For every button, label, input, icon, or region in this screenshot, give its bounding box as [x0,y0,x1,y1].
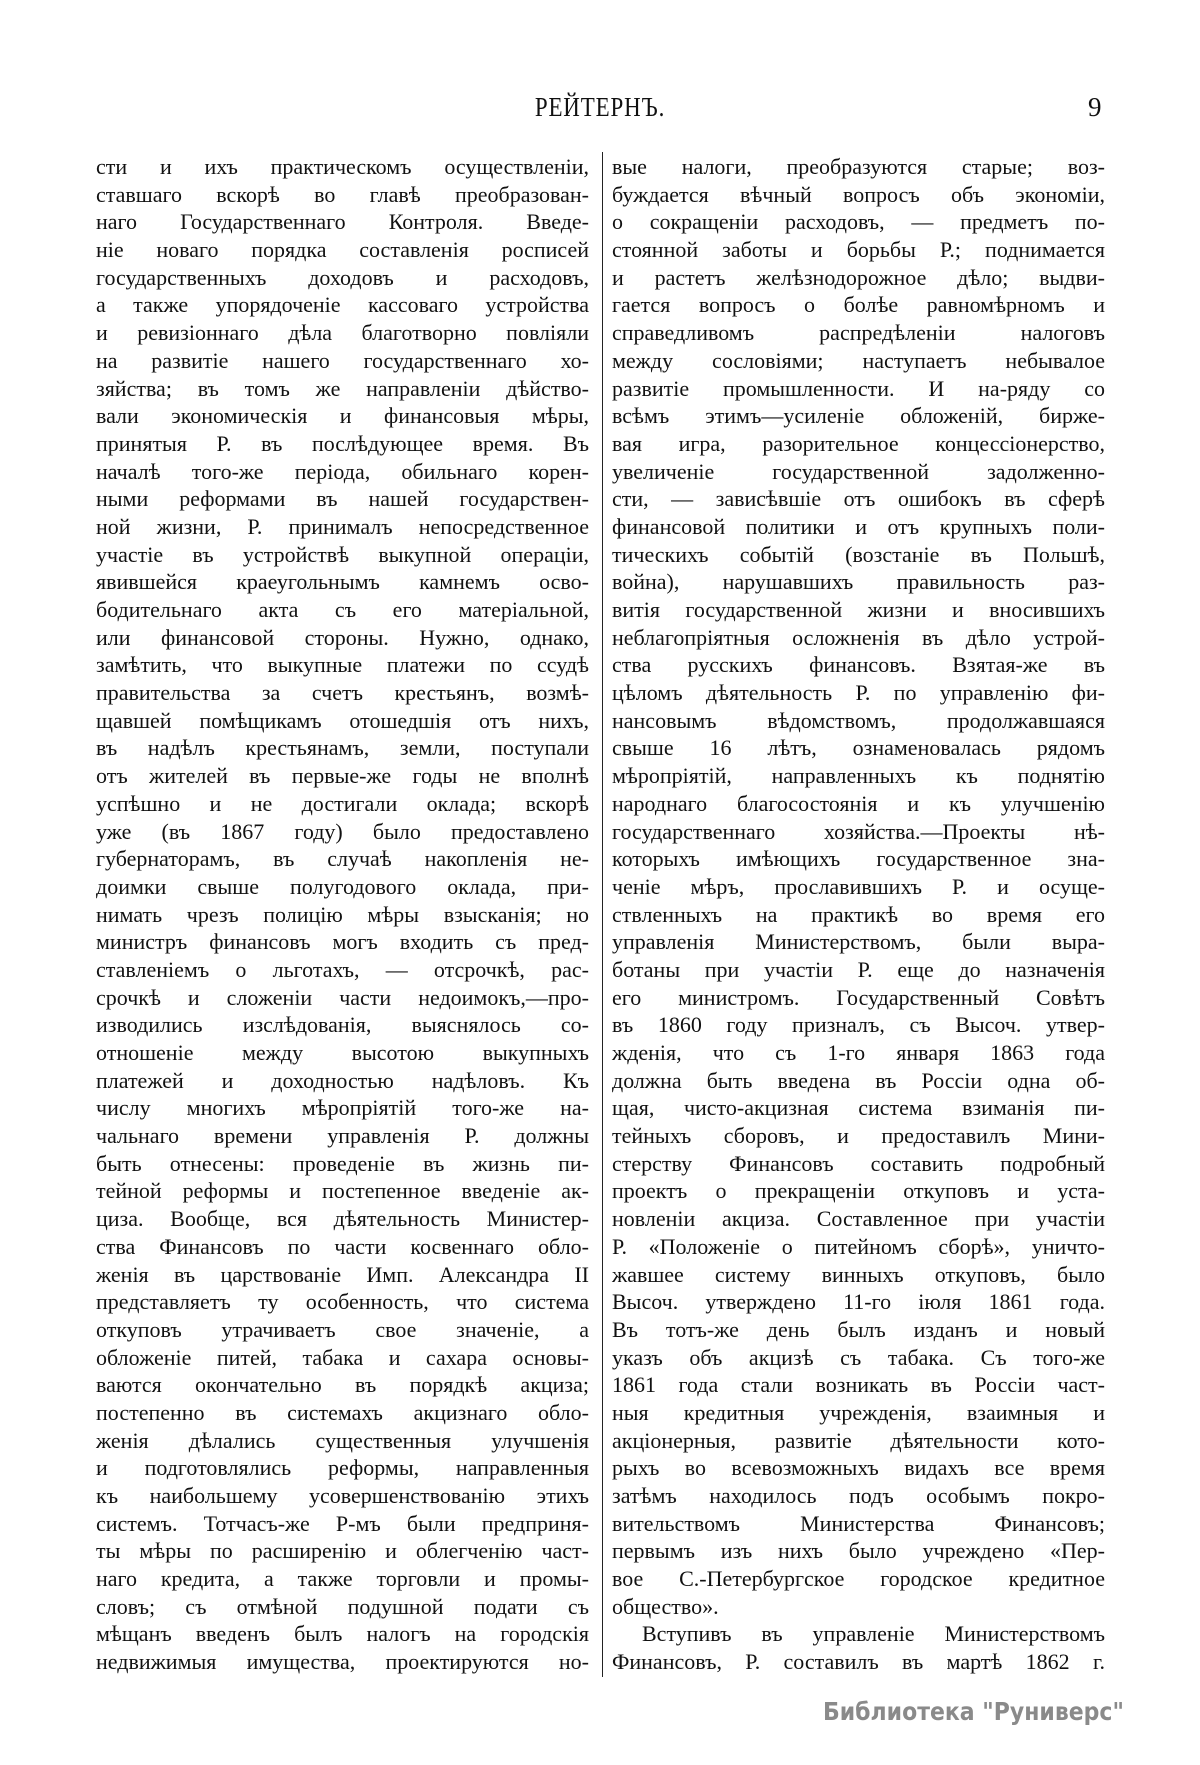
text-line-content: ты мѣры по расширенію и облегченію част- [96,1538,589,1564]
text-line-content: между сословіями; наступаетъ небывалое [612,347,1105,373]
text-line-content: неблагопріятныя осложненія въ дѣло устрой- [612,624,1105,650]
text-line-content: управленія Министерствомъ, были выра- [612,929,1105,955]
text-line-content: указъ объ акцизѣ съ табака. Съ того-же [612,1344,1105,1370]
text-line [96,1482,589,1510]
text-line-content: ваются окончательно въ порядкѣ акциза; [96,1372,589,1398]
text-line [96,236,589,264]
text-line-content: которыхъ имѣющихъ государственное зна- [612,846,1105,872]
text-line-content: тическихъ событій (возстаніе въ Польшѣ, [612,541,1105,567]
text-line-content: вые налоги, преобразуются старые; воз- [612,154,1105,179]
text-line-content: постепенно въ системахъ акцизнаго обло- [96,1399,589,1425]
text-line [612,1177,1105,1205]
right-column [612,153,1105,1676]
text-line-content: бодительнаго акта съ его матеріальной, [96,597,589,622]
text-line-content: женія въ царствованіе Имп. Александра II [96,1261,589,1287]
text-line-content: циза. Вообще, вся дѣятельность Министер- [96,1206,589,1232]
text-line-content: правительства за счетъ крестьянъ, возмѣ- [96,680,589,706]
text-line [96,1067,589,1095]
text-line-content: свыше 16 лѣтъ, ознаменовалась рядомъ [612,735,1105,761]
text-line-content: увеличеніе государственной задолженно- [612,458,1105,484]
text-line [96,347,589,375]
text-line-content: а также упорядоченіе кассоваго устройства [96,292,589,318]
text-line [612,1565,1105,1593]
text-line [96,430,589,458]
text-line [96,319,589,347]
text-line-content: его министромъ. Государственный Совѣтъ [612,984,1105,1010]
text-line-content: изводились изслѣдованія, выяснялось со- [96,1012,589,1038]
text-line [612,901,1105,929]
text-line [96,264,589,292]
text-line [96,1094,589,1122]
text-line-content: стерству Финансовъ составить подробный [612,1150,1105,1176]
text-line-content: государственныхъ доходовъ и расходовъ, [96,264,589,290]
text-line [612,928,1105,956]
text-line-content: мѣропріятій, направленныхъ къ поднятію [612,763,1105,789]
text-line-content: ства русскихъ финансовъ. Взятая-же въ [612,652,1105,678]
text-line [96,873,589,901]
text-line-content: уже (въ 1867 году) было предоставлено [96,818,589,844]
text-line [96,624,589,652]
text-line-content: или финансовой стороны. Нужно, однако, [96,624,589,650]
text-line-content: новленіи акциза. Составленное при участіи [612,1206,1105,1232]
text-line-content: ставшаго вскорѣ во главѣ преобразован- [96,181,589,207]
text-line [612,1122,1105,1150]
text-line [96,1510,589,1538]
text-line-content: системъ. Тотчасъ-же Р-мъ были предприня- [96,1510,589,1536]
text-line-content: справедливомъ распредѣленіи налоговъ [612,320,1105,346]
text-line [612,1150,1105,1178]
text-line [612,208,1105,236]
text-line-content: ботаны при участіи Р. еще до назначенія [612,956,1105,982]
text-line-content: обложеніе питей, табака и сахара основы- [96,1344,589,1370]
text-line-content: вали экономическія и финансовыя мѣры, [96,403,589,429]
text-line [612,624,1105,652]
text-line [96,1316,589,1344]
text-line [96,1648,589,1676]
text-line-content: представляетъ ту особенность, что система [96,1289,589,1315]
text-line [612,790,1105,818]
text-line-content: на развитіе нашего государственнаго хо- [96,347,589,373]
text-line [96,1371,589,1399]
text-line-content: чальнаго времени управленія Р. должны [96,1123,589,1149]
text-line [612,1288,1105,1316]
text-line-content: министръ финансовъ могъ входить съ пред- [96,929,589,955]
text-line-content: цѣломъ дѣятельность Р. по управленію фи- [612,680,1105,706]
text-line-content: отношеніе между высотою выкупныхъ [96,1040,589,1065]
text-line-content: Р. «Положеніе о питейномъ сборѣ», уничто- [612,1233,1105,1259]
text-line [96,845,589,873]
text-line [612,1537,1105,1565]
text-line [96,1537,589,1565]
text-line-content: щая, чисто-акцизная система взиманія пи- [612,1095,1105,1121]
text-line [96,1150,589,1178]
text-line-content: въ надѣлъ крестьянамъ, земли, поступали [96,735,589,761]
text-line [612,596,1105,624]
text-line [96,1593,589,1621]
text-line [612,873,1105,901]
text-line-content: ствленныхъ на практикѣ во время его [612,901,1105,927]
text-line-content: государственнаго хозяйства.—Проекты нѣ- [612,818,1105,844]
text-line-content: затѣмъ находилось подъ особымъ покро- [612,1483,1105,1508]
text-line [96,1205,589,1233]
text-line [96,1620,589,1648]
text-line-content: первымъ изъ нихъ было учреждено «Пер- [612,1538,1105,1564]
text-line [96,208,589,236]
text-line [612,319,1105,347]
text-line-content: недвижимыя имущества, проектируются но- [96,1649,589,1675]
text-line-content: ставленіемъ о льготахъ, — отсрочкѣ, рас- [96,956,589,982]
text-line [612,762,1105,790]
text-line [612,1205,1105,1233]
text-line [96,181,589,209]
text-line-content: Вступивъ въ управленіе Министерствомъ [642,1621,1105,1647]
text-line [96,1427,589,1455]
text-line [612,236,1105,264]
text-line-content: отъ жителей въ первые-же годы не вполнѣ [96,763,589,789]
text-line [612,1427,1105,1455]
text-line [96,568,589,596]
text-line-content: нансовымъ вѣдомствомъ, продолжавшаяся [612,707,1105,733]
text-line-content: принятыя Р. въ послѣдующее время. Въ [96,430,589,456]
text-line-content: ченіе мѣръ, прославившихъ Р. и осуще- [612,873,1105,899]
text-line [612,818,1105,846]
text-line-content: женія дѣлались существенныя улучшенія [96,1427,589,1453]
text-line [612,153,1105,181]
text-line [612,181,1105,209]
text-line [612,1454,1105,1482]
text-line [612,291,1105,319]
text-line [96,1233,589,1261]
text-line [612,707,1105,735]
text-line [96,1454,589,1482]
text-line [612,458,1105,486]
text-line [96,1565,589,1593]
text-line [96,1177,589,1205]
text-line [96,707,589,735]
text-line-content: и растетъ желѣзнодорожное дѣло; выдви- [612,264,1105,290]
text-line-content: наго кредита, а также торговли и промы- [96,1566,589,1592]
text-line [96,1039,589,1067]
text-line [612,568,1105,596]
text-line-content: началѣ того-же періода, обильнаго корен- [96,458,589,484]
text-line-content: всѣмъ этимъ—усиленіе обложеній, бирже- [612,403,1105,429]
text-line [96,651,589,679]
column-divider [602,152,603,1677]
text-line-content: мѣщанъ введенъ былъ налогъ на городскія [96,1621,589,1647]
text-line [96,1399,589,1427]
text-line [612,1094,1105,1122]
text-line [612,1648,1105,1676]
text-line-content: вое С.-Петербургское городское кредитное [612,1566,1105,1592]
text-line [612,1371,1105,1399]
text-line [612,1620,1105,1648]
text-line [612,1261,1105,1289]
running-title: РЕЙТЕРНЪ. [534,92,666,122]
text-line-content: тейныхъ сборовъ, и предоставилъ Мини- [612,1123,1105,1149]
text-line [96,1261,589,1289]
text-line-content: откуповъ утрачиваетъ свое значеніе, а [96,1316,589,1342]
text-line [96,1122,589,1150]
text-line [96,541,589,569]
text-line-content: тейной реформы и постепенное введеніе ак- [96,1178,589,1204]
text-line [96,762,589,790]
text-line [612,264,1105,292]
text-line [612,1039,1105,1067]
text-line-content: зяйства; въ томъ же направленіи дѣйство- [96,375,589,401]
text-line [612,375,1105,403]
text-line-content: акціонерныя, развитіе дѣятельности кото- [612,1427,1105,1453]
text-line-content: нимать чрезъ полицію мѣры взысканія; но [96,901,589,927]
text-line-content: Въ тотъ-же день былъ изданъ и новый [612,1316,1105,1342]
text-line-content: рыхъ во всевозможныхъ видахъ все время [612,1455,1105,1481]
text-line [612,513,1105,541]
text-line [612,1067,1105,1095]
text-line [612,1482,1105,1510]
text-line-content: витія государственной жизни и вносившихъ [612,597,1105,622]
text-line [96,790,589,818]
text-line [612,1510,1105,1538]
text-line-content: буждается вѣчный вопросъ объ экономіи, [612,181,1105,207]
text-line-content: платежей и доходностью надѣловъ. Къ [96,1067,589,1093]
text-line-content: ныя кредитныя учрежденія, взаимныя и [612,1399,1105,1425]
text-line-content: и подготовлялись реформы, направленныя [96,1455,589,1481]
text-line-content: замѣтить, что выкупные платежи по ссудѣ [96,652,589,678]
text-line [96,402,589,430]
text-line-content: и ревизіоннаго дѣла благотворно повліяли [96,320,589,346]
text-line-content: вительствомъ Министерства Финансовъ; [612,1510,1105,1536]
text-line [612,1399,1105,1427]
library-watermark: Библиотека "Руниверс" [823,1697,1124,1726]
text-line [612,1593,1105,1621]
text-line [612,845,1105,873]
text-line-content: сти и ихъ практическомъ осуществленіи, [96,154,589,179]
text-line [96,153,589,181]
text-line [612,485,1105,513]
text-line [96,679,589,707]
text-line [612,679,1105,707]
text-line-content: жавшее систему винныхъ откуповъ, было [612,1261,1105,1287]
text-line [96,375,589,403]
text-line [96,485,589,513]
text-line-content: щавшей помѣщикамъ отошедшія отъ нихъ, [96,707,589,733]
text-line [96,1344,589,1372]
text-line-content: война), нарушавшихъ правильность раз- [612,569,1105,595]
text-line-content: доимки свыше полугодового оклада, при- [96,873,589,899]
text-line [612,347,1105,375]
text-line [96,928,589,956]
text-line-content: къ наибольшему усовершенствованію этихъ [96,1483,589,1508]
text-line [612,734,1105,762]
text-line [612,651,1105,679]
text-line-content: губернаторамъ, въ случаѣ накопленія не- [96,846,589,872]
text-line-content: явившейся краеугольнымъ камнемъ осво- [96,569,589,595]
text-line [612,1316,1105,1344]
text-line-content: Высоч. утверждено 11-го іюля 1861 года. [612,1289,1105,1315]
text-line [612,541,1105,569]
text-line-content: 1861 года стали возникать въ Россіи част- [612,1372,1105,1398]
text-line [96,596,589,624]
text-line [612,984,1105,1012]
text-line [96,818,589,846]
text-line-content: въ 1860 году призналъ, съ Высоч. утвер- [612,1012,1105,1038]
text-line-content: сти, — зависѣвшіе отъ ошибокъ въ сферѣ [612,486,1105,512]
left-column [96,153,589,1676]
text-line-content: Финансовъ, Р. составилъ въ мартѣ 1862 г. [612,1649,1105,1675]
text-line-content: о сокращеніи расходовъ, — предметъ по- [612,209,1105,235]
text-line-content: проектъ о прекращеніи откуповъ и уста- [612,1178,1105,1204]
text-line-content: гается вопросъ о болѣе равномѣрномъ и [612,292,1105,318]
text-line-content: должна быть введена въ Россіи одна об- [612,1067,1105,1093]
text-line-content: народнаго благосостоянія и къ улучшенію [612,790,1105,816]
text-line-content: ной жизни, Р. принималъ непосредственное [96,513,589,539]
text-line-content: жденія, что съ 1-го января 1863 года [612,1040,1105,1065]
text-line [612,956,1105,984]
text-line [612,1233,1105,1261]
text-line-content: числу многихъ мѣропріятій того-же на- [96,1095,589,1121]
text-line [96,984,589,1012]
text-line [96,956,589,984]
text-line-content: наго Государственнаго Контроля. Введе- [96,209,589,235]
text-line [96,1288,589,1316]
text-line [612,430,1105,458]
text-line-content: участіе въ устройствѣ выкупной операціи, [96,541,589,567]
text-line [96,291,589,319]
text-line-content: развитіе промышленности. И на-ряду со [612,375,1105,401]
text-line [612,1344,1105,1372]
text-line-content: ніе новаго порядка составленія росписей [96,237,589,263]
text-line-content: ства Финансовъ по части косвеннаго обло- [96,1233,589,1259]
text-line-content: стоянной заботы и борьбы Р.; поднимается [612,237,1105,263]
text-line [612,402,1105,430]
text-line [96,734,589,762]
text-line-content: финансовой политики и отъ крупныхъ поли- [612,513,1105,539]
text-line-content: успѣшно и не достигали оклада; вскорѣ [96,790,589,816]
text-line-content: общество». [612,1593,719,1619]
text-line-content: вая игра, разорительное концессіонерство, [612,430,1105,456]
text-line-content: быть отнесены: проведеніе въ жизнь пи- [96,1150,589,1176]
text-line-content: ными реформами въ нашей государствен- [96,486,589,512]
text-line [96,513,589,541]
text-line-content: срочкѣ и сложеніи части недоимокъ,—про- [96,984,589,1010]
text-line [612,1011,1105,1039]
text-line-content: словъ; съ отмѣной подушной подати съ [96,1593,589,1619]
text-line [96,458,589,486]
page-number: 9 [1088,92,1102,122]
text-line [96,1011,589,1039]
text-line [96,901,589,929]
